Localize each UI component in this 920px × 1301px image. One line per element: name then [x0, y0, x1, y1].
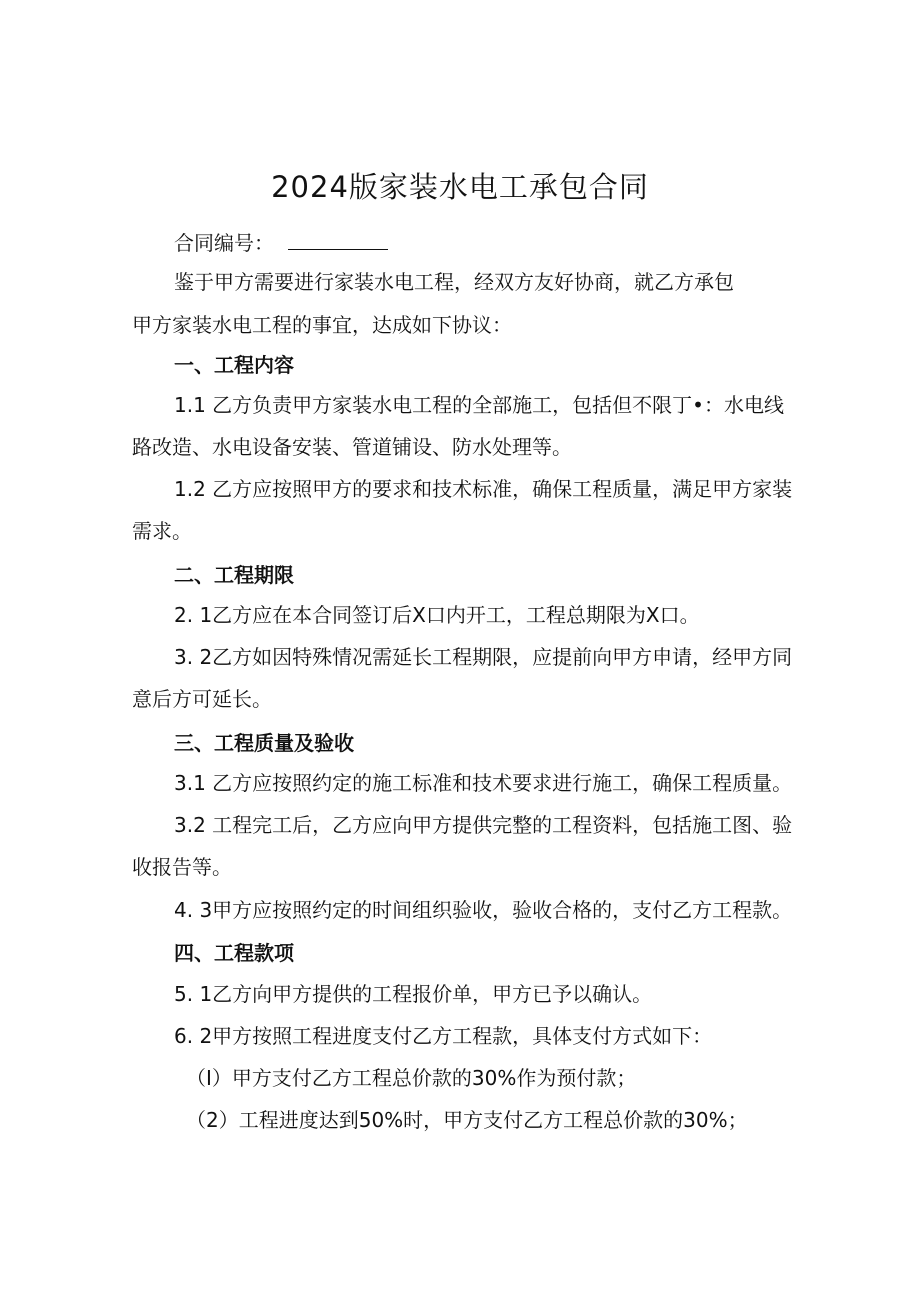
payment-item-2: （2）工程进度达到50%时，甲方支付乙方工程总价款的30%；	[186, 1108, 748, 1132]
paragraph-1-2-line-2: 需求。	[132, 519, 192, 543]
intro-line-2: 甲方家装水电工程的事宜，达成如下协议：	[132, 313, 512, 337]
paragraph-2-1-line-1: 2. 1乙方应在本合同签订后X口内开工，工程总期限为X口。	[174, 603, 700, 627]
paragraph-3-2-line-2: 收报告等。	[132, 855, 232, 879]
paragraph-1-1-line-1: 1.1 乙方负责甲方家装水电工程的全部施工，包括但不限丁•：水电线	[174, 393, 784, 417]
paragraph-3-1-line-1: 3.1 乙方应按照约定的施工标准和技术要求进行施工，确保工程质量。	[174, 771, 793, 795]
contract-number-line	[174, 229, 388, 257]
intro-line-1: 鉴于甲方需要进行家装水电工程，经双方友好协商，就乙方承包	[174, 270, 734, 294]
document-title: 2024版家装水电工承包合同	[271, 170, 649, 204]
paragraph-4-2-line-1: 6. 2甲方按照工程进度支付乙方工程款，具体支付方式如下：	[174, 1024, 713, 1048]
paragraph-1-2-line-1: 1.2 乙方应按照甲方的要求和技术标准，确保工程质量，满足甲方家装	[174, 477, 793, 501]
paragraph-3-2-line-1: 3.2 工程完工后，乙方应向甲方提供完整的工程资料，包括施工图、验	[174, 813, 793, 837]
paragraph-4-1-line-1: 5. 1乙方向甲方提供的工程报价单，甲方已予以确认。	[174, 982, 653, 1006]
section-heading-2: 二、工程期限	[174, 563, 294, 587]
contract-number-blank	[288, 231, 388, 250]
paragraph-2-2-line-1: 3. 2乙方如因特殊情况需延长工程期限，应提前向甲方申请，经甲方同	[174, 645, 793, 669]
paragraph-2-2-line-2: 意后方可延长。	[132, 687, 272, 711]
section-heading-1: 一、工程内容	[174, 353, 294, 377]
paragraph-1-1-line-2: 路改造、水电设备安装、管道铺设、防水处理等。	[132, 435, 572, 459]
payment-item-1: （I）甲方支付乙方工程总价款的30%作为预付款；	[186, 1066, 637, 1090]
contract-number-label: 合同编号：	[174, 231, 274, 255]
paragraph-3-3-line-1: 4. 3甲方应按照约定的时间组织验收，验收合格的，支付乙方工程款。	[174, 898, 793, 922]
section-heading-4: 四、工程款项	[174, 941, 294, 965]
section-heading-3: 三、工程质量及验收	[174, 731, 354, 755]
